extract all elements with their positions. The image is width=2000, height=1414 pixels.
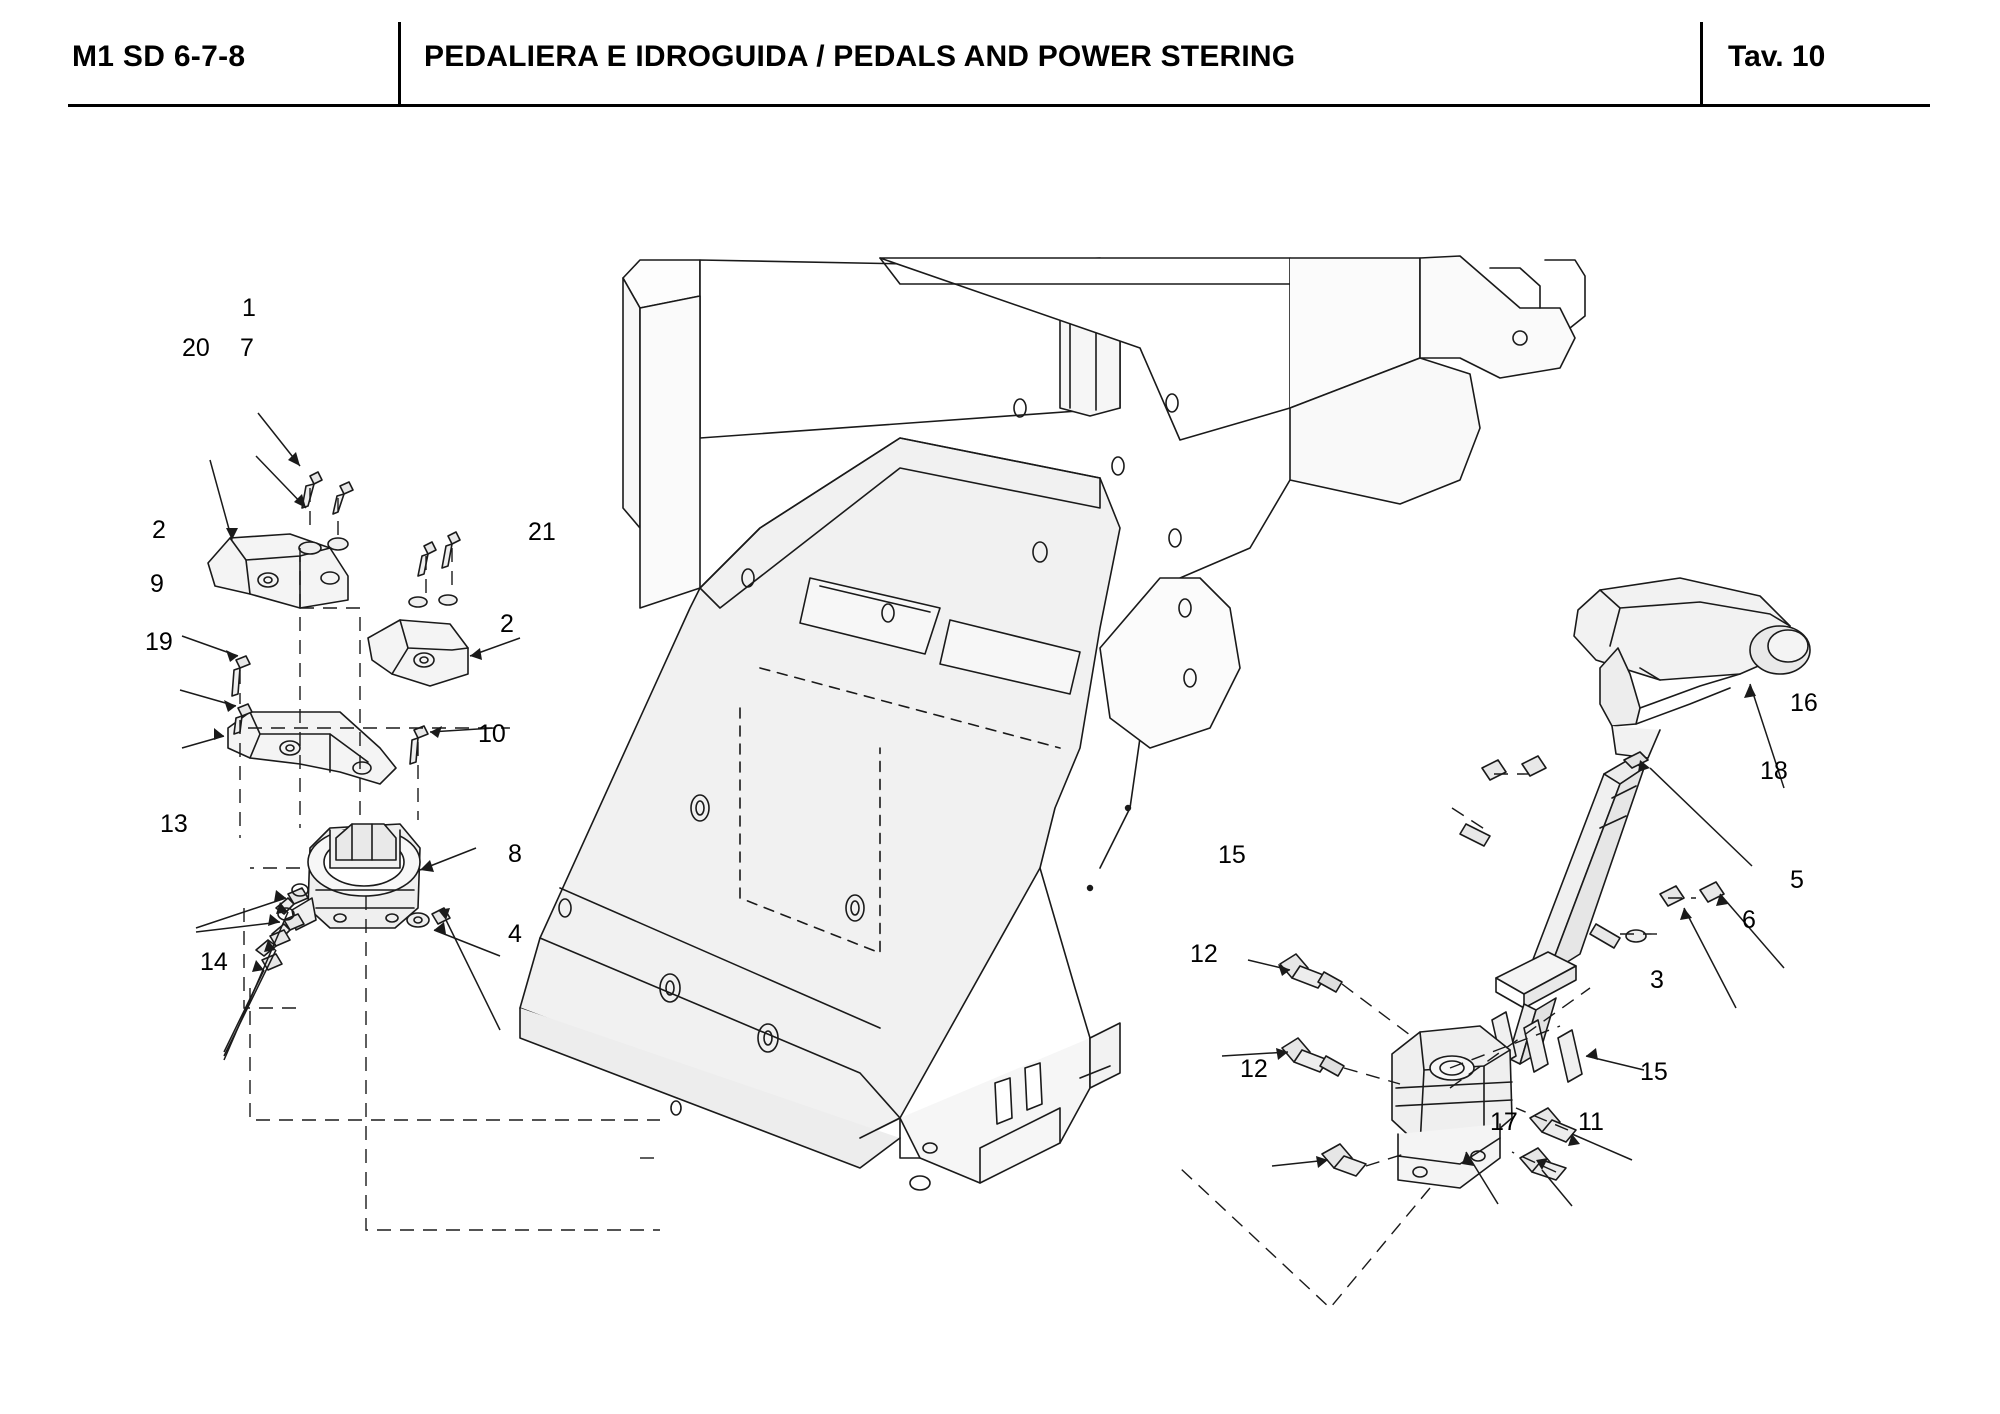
steering-column-group: [1280, 578, 1810, 1188]
callout-9: 9: [150, 570, 164, 598]
callout-2-left: 2: [152, 516, 166, 544]
callout-8: 8: [508, 840, 522, 868]
callout-14: 14: [200, 948, 228, 976]
callout-17: 17: [1490, 1108, 1518, 1136]
callout-15-upper: 15: [1218, 841, 1246, 869]
callout-7: 7: [240, 334, 254, 362]
header-rule: [68, 104, 1930, 107]
pedal-bracket-group: [208, 472, 468, 970]
page-title: PEDALIERA E IDROGUIDA / PEDALS AND POWER STERING: [424, 40, 1296, 73]
diagram-svg: [0, 108, 2000, 1414]
callout-12-upper: 12: [1190, 940, 1218, 968]
callout-20: 20: [182, 334, 210, 362]
page-header: [0, 0, 2000, 108]
callout-2-right: 2: [500, 610, 514, 638]
callout-18: 18: [1760, 757, 1788, 785]
callout-6: 6: [1742, 906, 1756, 934]
model-code: M1 SD 6-7-8: [72, 40, 246, 73]
table-number: Tav. 10: [1728, 40, 1826, 73]
header-divider-left: [398, 22, 401, 104]
parts-diagram: [0, 108, 2000, 1414]
callout-10: 10: [478, 720, 506, 748]
callout-4: 4: [508, 920, 522, 948]
callout-11: 11: [1578, 1108, 1604, 1136]
callout-1: 1: [242, 294, 256, 322]
callout-15-lower: 15: [1640, 1058, 1668, 1086]
header-divider-right: [1700, 22, 1703, 104]
callout-5: 5: [1790, 866, 1804, 894]
callout-3: 3: [1650, 966, 1664, 994]
callout-12-lower: 12: [1240, 1055, 1268, 1083]
callout-16: 16: [1790, 689, 1818, 717]
callout-21: 21: [528, 518, 556, 546]
callout-13: 13: [160, 810, 188, 838]
callout-19: 19: [145, 628, 173, 656]
